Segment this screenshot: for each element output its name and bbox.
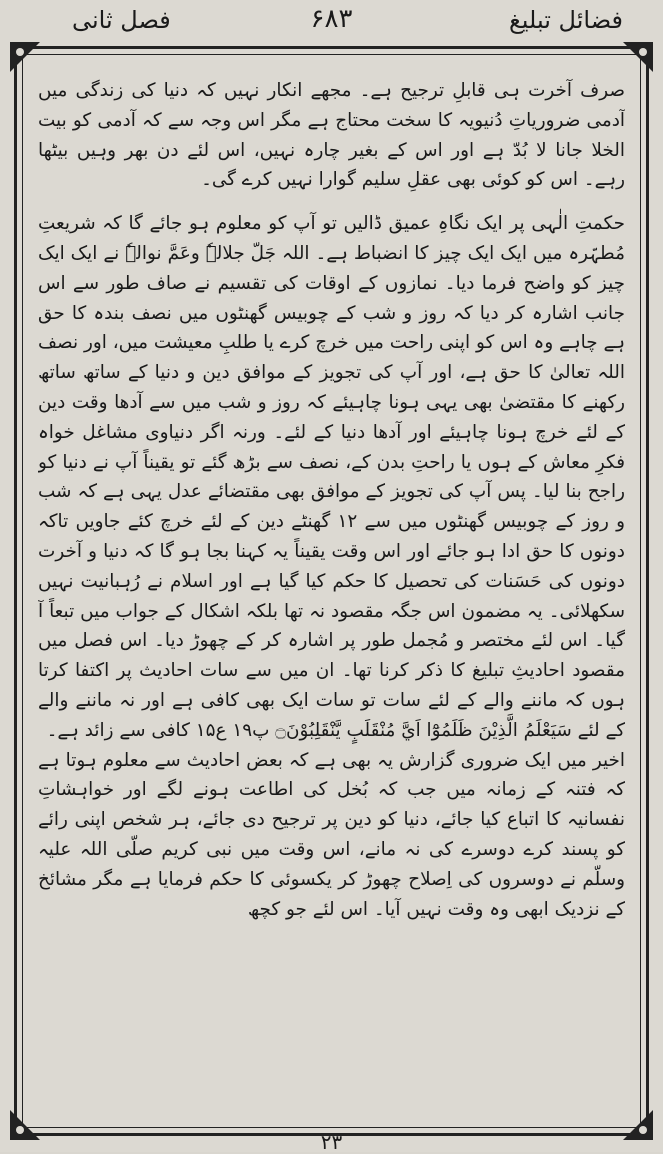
book-title: فضائل تبلیغ: [509, 6, 623, 34]
corner-ornament-icon: [8, 40, 42, 74]
paragraph: صرف آخرت ہی قابلِ ترجیح ہے۔ مجھے انکار نہیں کہ دنیا کی زندگی میں آدمی ضروریاتِ دُنیویہ کا سخت محتاج ہے مگر اس وجہ سے کہ آدمی کو بیت الخلا جانا لا بُدّ ہے اور اس کے بغیر چارہ نہیں، اس لئے دن بھر وہیں بیٹھا رہے۔ اس کو کوئی بھی عقلِ سلیم گوارا نہیں کرے گی۔: [38, 80, 625, 191]
page-footer-marker: ۲۳: [320, 1130, 343, 1154]
corner-ornament-icon: [621, 40, 655, 74]
page-number: ۶۸۳: [310, 4, 353, 34]
body-text: [38, 76, 625, 1126]
paragraph: حکمتِ الٰہی پر ایک نگاہِ عمیق ڈالیں تو آپ کو معلوم ہو جائے گا کہ شریعتِ مُطہّرہ میں ایک ایک چیز کا انضباط ہے۔ اللہ جَلّ جلالہٗ وعَمَّ نوالہٗ نے ایک ایک چیز کو واضح فرما دیا۔ نمازوں کے اوقات کی تقسیم نے صاف طور سے اس جانب اشارہ کر دیا کہ روز و شب کے چوبیس گھنٹوں میں نصف بندہ کا حق ہے چاہے وہ اس کو اپنی راحت میں خرچ کرے یا طلبِ معیشت میں، اور نصف اللہ تعالیٰ کا حق ہے، اور آپ کی تجویز کے موافق دین و دنیا کے ساتھ ساتھ رکھنے کا مقتضیٰ بھی یہی ہونا چاہیئے کہ روز و شب میں سے آدھا وقت دین کے لئے خرچ ہونا چاہیئے اور آدھا دنیا کے لئے۔ ورنہ اگر دنیاوی مشاغل خواہ فکرِ معاش کے ہوں یا راحتِ بدن کے، نصف سے بڑھ گئے تو یقیناً آپ نے دنیا کو راجح بنا لیا۔ پس آپ کی تجویز کے موافق بھی مقتضائے عدل یہی ہے کہ شب و روز کے چوبیس گھنٹوں میں سے ۱۲ گھنٹے دین کے لئے خرچ کئے جاویں تاکہ دونوں کا حق ادا ہو جائے اور اس وقت یقیناً یہ کہنا بجا ہو گا کہ دنیا و آخرت دونوں کی حَسَنات کی تحصیل کا حکم کیا گیا ہے اور اسلام نے رُہبانیت نہیں سکھلائی۔ یہ مضمون اس جگہ مقصود نہ تھا بلکہ اشکال کے جواب میں تبعاً آ گیا۔ اس لئے مختصر و مُجمل طور پر اشارہ کر کے چھوڑ دیا۔ اس فصل میں مقصود احادیثِ تبلیغ کا ذکر کرنا تھا۔ ان میں سے سات احادیث پر اکتفا کرتا ہوں کہ ماننے والے کے لئے سات تو سات ایک بھی کافی ہے اور نہ ماننے والے کے لئے سَيَعْلَمُ الَّذِيْنَ ظَلَمُوْٓا اَيَّ مُنْقَلَبٍ يَّنْقَلِبُوْنَ۝ پ۱۹ ع۱۵ کافی سے زائد ہے۔: [38, 213, 625, 741]
paragraph: اخیر میں ایک ضروری گزارش یہ بھی ہے کہ بعض احادیث سے معلوم ہوتا ہے کہ فتنہ کے زمانہ میں جب کہ بُخل کی اطاعت ہونے لگے اور خواہشاتِ نفسانیہ کا اتباع کیا جائے، دنیا کو دین پر ترجیح دی جائے، ہر شخص اپنی رائے کو پسند کرے دوسرے کی نہ مانے، اس وقت میں نبی کریم صلّی اللہ علیہ وسلّم نے دوسروں کی اِصلاح چھوڑ کر یکسوئی کا حکم فرمایا ہے مگر مشائخ کے نزدیک ابھی وہ وقت نہیں آیا۔ اس لئے جو کچھ: [38, 749, 625, 920]
chapter-title: فصل ثانی: [72, 6, 171, 34]
